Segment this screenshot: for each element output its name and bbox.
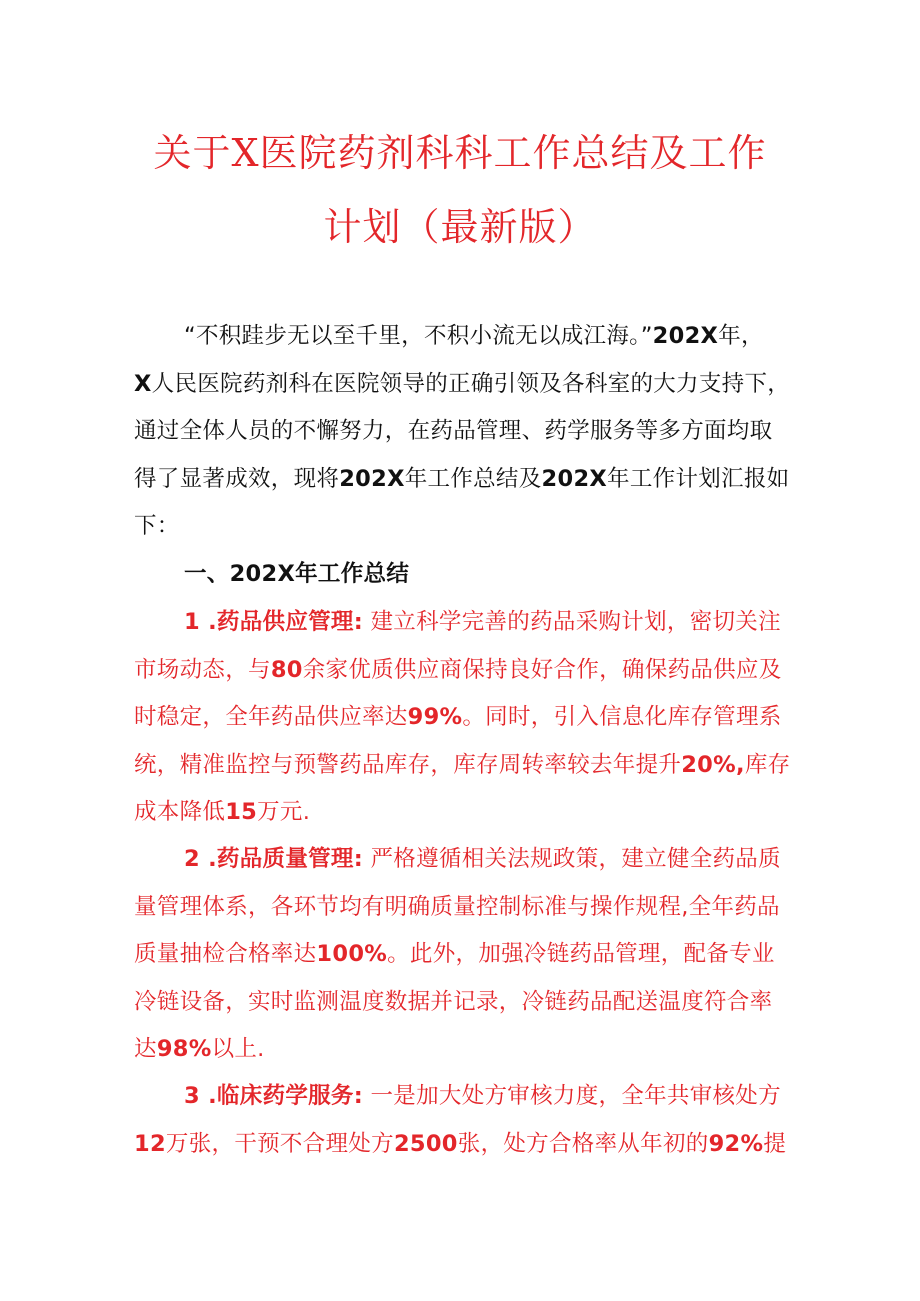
intro-text: 年工作总结及 [404,465,542,492]
item-text: 建立科学完善的药品采购计划，密切关注 [363,609,781,635]
item-clinical-pharmacy [134,1073,794,1168]
item-figure: 80 [270,656,303,683]
intro-paragraph [134,313,794,551]
item-label: 2 .药品质量管理: [184,846,364,872]
item-text: 质量抽检合格率达 [134,941,317,967]
item-text: 提 [763,1130,787,1157]
section-heading-summary: 一、202X年工作总结 [184,561,410,587]
intro-text: 通过全体人员的不懈努力，在药品管理、药学服务等多方面均取 [134,418,773,444]
intro-year: 202X [541,465,608,492]
intro-text: 人民医院药剂科在医院领导的正确引领及各科室的大力支持下， [151,370,791,397]
item-label: 1 .药品供应管理: [184,609,364,635]
item-figure: 100% [316,941,388,967]
item-figure: 2500 [393,1130,458,1157]
item-text: 成本降低 [134,799,226,825]
item-text: 严格遵循相关法规政策，建立健全药品质 [363,846,781,872]
item-figure: 99% [407,704,463,730]
item-label: 3 .临床药学服务: [184,1083,364,1109]
item-figure: 92% [708,1130,764,1157]
item-text: 余家优质供应商保持良好合作，确保药品供应及 [302,656,782,683]
item-figure: 20%, [681,751,745,778]
item-text: 统，精准监控与预警药品库存，库存周转率较去年提升 [134,751,682,778]
item-text: 万元. [257,799,311,825]
item-figure: 15 [225,799,258,825]
document-title-line-2: 计划（最新版） [323,205,597,249]
intro-text: 得了显著成效，现将 [134,465,340,492]
intro-hospital-letter: X [134,370,152,397]
item-drug-quality [134,836,794,1074]
item-text: 达 [134,1036,157,1062]
intro-text: 年， [718,323,764,349]
intro-text: “不积跬步无以至千里，不积小流无以成江海。” [184,323,653,349]
item-text: 。同时，引入信息化库存管理系 [462,704,782,730]
item-text: 量管理体系，各环节均有明确质量控制标准与操作规程,全年药品 [134,893,780,920]
item-text: 一是加大处方审核力度，全年共审核处方 [363,1083,781,1109]
item-text: 以上. [211,1036,265,1062]
intro-year: 202X [339,465,405,492]
item-drug-supply [134,599,794,837]
item-text: 。此外，加强冷链药品管理，配备专业 [387,941,775,967]
item-text: 库存 [744,751,791,778]
item-figure: 98% [156,1036,212,1062]
item-figure: 12 [134,1130,166,1157]
intro-text: 年工作计划汇报如 [607,465,790,492]
intro-text: 下： [134,513,180,539]
item-text: 万张，干预不合理处方 [165,1130,394,1157]
item-text: 市场动态，与 [134,656,271,683]
item-text: 冷链设备，实时监测温度数据并记录，冷链药品配送温度符合率 [134,988,773,1015]
intro-year: 202X [652,323,719,349]
document-title-line-1: 关于X医院药剂科科工作总结及工作 [153,131,767,175]
item-text: 张，处方合格率从年初的 [457,1130,709,1157]
item-text: 时稳定，全年药品供应率达 [134,704,408,730]
